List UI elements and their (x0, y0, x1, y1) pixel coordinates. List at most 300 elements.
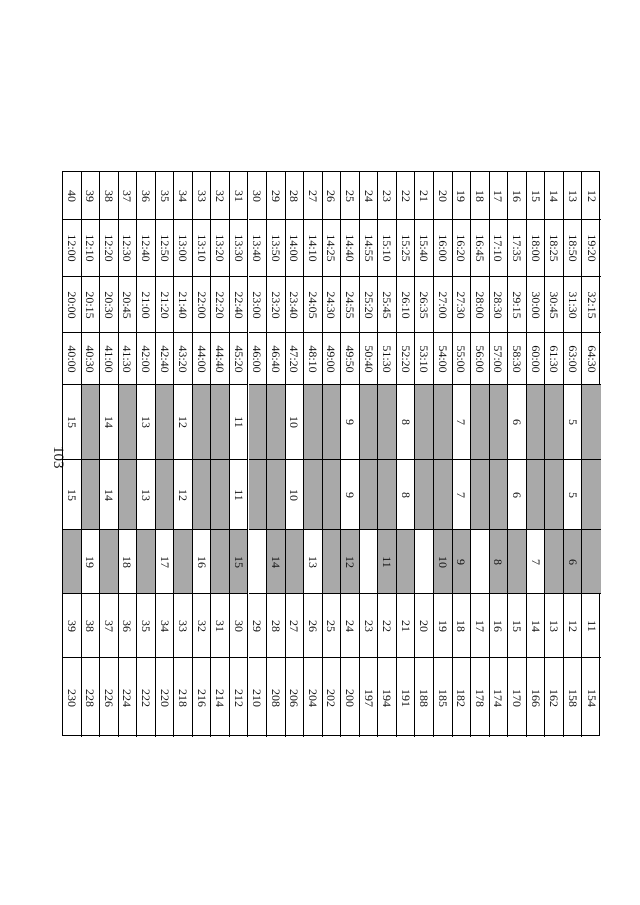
table-cell-c3 (211, 530, 229, 594)
cell-text: 11 (231, 416, 246, 428)
cell-text: 15:40 (417, 234, 432, 262)
table-cell-level (490, 172, 508, 220)
table-cell-c5 (323, 658, 341, 737)
cell-text: 15 (64, 488, 79, 501)
table-cell-c2 (508, 460, 526, 530)
cell-text: 25:20 (361, 290, 376, 319)
table-cell-c3 (82, 530, 100, 594)
table-cell-level (545, 172, 563, 220)
cell-text: 13 (547, 619, 562, 632)
table-cell-c1 (211, 385, 229, 460)
cell-text: 14:25 (324, 234, 339, 262)
cell-text: 20 (435, 189, 450, 202)
table-cell-t2 (156, 277, 174, 333)
table-cell-t2 (82, 277, 100, 333)
table-cell-c2 (174, 460, 192, 530)
cell-text: 44:40 (213, 344, 228, 373)
cell-text: 166 (528, 688, 543, 707)
table-cell-level (100, 172, 118, 220)
cell-text: 35 (157, 189, 172, 202)
table-cell-c1 (304, 385, 322, 460)
table-cell-c2 (527, 460, 545, 530)
table-cell-t1 (174, 220, 192, 277)
cell-text: 188 (417, 688, 432, 707)
table-row (508, 172, 527, 737)
table-cell-c1 (564, 385, 582, 460)
table-cell-t2 (453, 277, 471, 333)
table-cell-c5 (341, 658, 359, 737)
table-cell-level (249, 172, 267, 220)
table-cell-c2 (564, 460, 582, 530)
cell-text: 26:35 (417, 290, 432, 319)
cell-text: 21 (398, 619, 413, 632)
table-row (82, 172, 101, 737)
table-cell-c2 (193, 460, 211, 530)
cell-text: 17:35 (509, 234, 524, 262)
table-cell-c4 (508, 594, 526, 658)
table-cell-t3 (397, 333, 415, 385)
cell-text: 22:20 (213, 290, 228, 319)
table-cell-c5 (304, 658, 322, 737)
cell-text: 31 (231, 189, 246, 202)
cell-text: 226 (101, 688, 116, 707)
cell-text: 174 (491, 688, 506, 707)
table-cell-c5 (434, 658, 452, 737)
table-cell-c5 (100, 658, 118, 737)
table-cell-c3 (119, 530, 137, 594)
table-cell-t1 (137, 220, 155, 277)
cell-text: 224 (120, 688, 135, 707)
table-cell-level (174, 172, 192, 220)
table-cell-c1 (471, 385, 489, 460)
cell-text: 23 (380, 189, 395, 202)
table-cell-c5 (545, 658, 563, 737)
table-cell-c1 (323, 385, 341, 460)
table-cell-level (119, 172, 137, 220)
table-cell-c1 (137, 385, 155, 460)
cell-text: 212 (231, 688, 246, 707)
table-cell-c4 (323, 594, 341, 658)
table-cell-c3 (323, 530, 341, 594)
table-cell-t2 (174, 277, 192, 333)
cell-text: 12:10 (83, 234, 98, 262)
cell-text: 19 (454, 189, 469, 202)
table-cell-t3 (211, 333, 229, 385)
cell-text: 29:15 (509, 290, 524, 319)
cell-text: 26 (305, 619, 320, 632)
cell-text: 22:00 (194, 290, 209, 319)
table-cell-c2 (137, 460, 155, 530)
cell-text: 43:20 (176, 344, 191, 373)
table-cell-c3 (267, 530, 285, 594)
table-cell-c1 (360, 385, 378, 460)
table-cell-t2 (304, 277, 322, 333)
cell-text: 12 (343, 555, 358, 568)
cell-text: 21 (417, 189, 432, 202)
cell-text: 50:40 (361, 344, 376, 373)
table-cell-c5 (378, 658, 396, 737)
table-cell-t2 (434, 277, 452, 333)
table-cell-c1 (174, 385, 192, 460)
table-cell-c4 (230, 594, 248, 658)
table-cell-t3 (453, 333, 471, 385)
table-cell-c2 (286, 460, 304, 530)
cell-text: 13:30 (231, 234, 246, 262)
cell-text: 13 (138, 416, 153, 428)
table-cell-c1 (527, 385, 545, 460)
cell-text: 7 (454, 491, 469, 498)
cell-text: 31:30 (565, 290, 580, 319)
cell-text: 16:00 (435, 234, 450, 262)
cell-text: 20 (417, 619, 432, 632)
table-cell-t1 (304, 220, 322, 277)
cell-text: 21:40 (176, 290, 191, 319)
table-cell-t3 (582, 333, 601, 385)
table-cell-t3 (545, 333, 563, 385)
table-cell-c1 (156, 385, 174, 460)
cell-text: 13:40 (250, 234, 265, 262)
table-cell-t3 (378, 333, 396, 385)
cell-text: 230 (64, 688, 79, 707)
table-cell-c4 (193, 594, 211, 658)
cell-text: 12:40 (138, 234, 153, 262)
cell-text: 17 (157, 555, 172, 568)
table-cell-c1 (63, 385, 81, 460)
table-cell-t1 (249, 220, 267, 277)
table-cell-t1 (156, 220, 174, 277)
table-cell-t3 (304, 333, 322, 385)
cell-text: 22 (398, 189, 413, 202)
table-cell-c5 (360, 658, 378, 737)
table-cell-c5 (582, 658, 601, 737)
table-cell-t1 (119, 220, 137, 277)
cell-text: 54:00 (435, 344, 450, 373)
table-cell-c1 (267, 385, 285, 460)
cell-text: 10 (435, 555, 450, 568)
cell-text: 14 (101, 416, 116, 428)
table-cell-c2 (545, 460, 563, 530)
table-cell-level (267, 172, 285, 220)
table-row (156, 172, 175, 737)
cell-text: 5 (565, 491, 580, 498)
table-cell-level (137, 172, 155, 220)
table-cell-c4 (415, 594, 433, 658)
cell-text: 12:00 (64, 234, 79, 262)
cell-text: 34 (157, 619, 172, 632)
cell-text: 23:40 (287, 290, 302, 319)
table-cell-t1 (286, 220, 304, 277)
cell-text: 23:20 (268, 290, 283, 319)
table-cell-c2 (211, 460, 229, 530)
table-cell-t2 (63, 277, 81, 333)
cell-text: 20:45 (120, 290, 135, 319)
table-cell-t2 (471, 277, 489, 333)
cell-text: 218 (176, 688, 191, 707)
table-cell-t2 (341, 277, 359, 333)
table-cell-t1 (378, 220, 396, 277)
table-cell-c2 (434, 460, 452, 530)
table-cell-level (341, 172, 359, 220)
cell-text: 53:10 (417, 344, 432, 373)
table-cell-c4 (100, 594, 118, 658)
cell-text: 40:30 (83, 344, 98, 373)
cell-text: 18:50 (565, 234, 580, 262)
table-cell-c2 (304, 460, 322, 530)
cell-text: 22:40 (231, 290, 246, 319)
cell-text: 42:00 (138, 344, 153, 373)
table-cell-c5 (137, 658, 155, 737)
table-cell-t3 (100, 333, 118, 385)
table-cell-c4 (564, 594, 582, 658)
table-cell-c2 (156, 460, 174, 530)
table-cell-c4 (304, 594, 322, 658)
cell-text: 214 (213, 688, 228, 707)
table-cell-c1 (490, 385, 508, 460)
table-cell-c2 (119, 460, 137, 530)
table-cell-c4 (82, 594, 100, 658)
cell-text: 49:50 (343, 344, 358, 373)
cell-text: 204 (305, 688, 320, 707)
table-cell-c1 (397, 385, 415, 460)
table-cell-c3 (156, 530, 174, 594)
table-cell-t1 (415, 220, 433, 277)
cell-text: 33 (176, 619, 191, 632)
table-cell-t3 (490, 333, 508, 385)
table-cell-c3 (415, 530, 433, 594)
table-cell-c3 (174, 530, 192, 594)
cell-text: 27:30 (454, 290, 469, 319)
table-cell-t1 (323, 220, 341, 277)
cell-text: 178 (472, 688, 487, 707)
cell-text: 48:10 (305, 344, 320, 373)
table-cell-t3 (415, 333, 433, 385)
cell-text: 18 (120, 555, 135, 568)
table-cell-c5 (211, 658, 229, 737)
table-cell-t3 (508, 333, 526, 385)
cell-text: 7 (454, 419, 469, 425)
table-cell-c1 (434, 385, 452, 460)
table-cell-level (453, 172, 471, 220)
table-cell-c2 (378, 460, 396, 530)
cell-text: 14:00 (287, 234, 302, 262)
cell-text: 16 (491, 619, 506, 632)
cell-text: 32:15 (584, 290, 599, 319)
table-cell-c5 (471, 658, 489, 737)
cell-text: 24 (361, 189, 376, 202)
table-cell-c2 (397, 460, 415, 530)
table-cell-c4 (286, 594, 304, 658)
table-cell-c3 (63, 530, 81, 594)
table-cell-level (286, 172, 304, 220)
table-cell-level (156, 172, 174, 220)
table-cell-c3 (230, 530, 248, 594)
cell-text: 25 (324, 619, 339, 632)
table-cell-c5 (156, 658, 174, 737)
table-cell-level (564, 172, 582, 220)
cell-text: 20:00 (64, 290, 79, 319)
table-cell-level (527, 172, 545, 220)
cell-text: 11 (584, 619, 599, 632)
cell-text: 46:40 (268, 344, 283, 373)
table-cell-c3 (564, 530, 582, 594)
cell-text: 16 (194, 555, 209, 568)
table-cell-t2 (193, 277, 211, 333)
cell-text: 26:10 (398, 290, 413, 319)
cell-text: 13 (305, 555, 320, 568)
table-row (397, 172, 416, 737)
table-cell-c3 (582, 530, 601, 594)
table-cell-t2 (323, 277, 341, 333)
table-cell-c5 (63, 658, 81, 737)
table-cell-c4 (119, 594, 137, 658)
table-row (323, 172, 342, 737)
cell-text: 23 (361, 619, 376, 632)
cell-text: 197 (361, 688, 376, 707)
table-row (174, 172, 193, 737)
cell-text: 13:50 (268, 234, 283, 262)
table-cell-t2 (415, 277, 433, 333)
table-row (137, 172, 156, 737)
cell-text: 14:10 (305, 234, 320, 262)
cell-text: 19 (435, 619, 450, 632)
table-cell-c2 (100, 460, 118, 530)
table-cell-c4 (397, 594, 415, 658)
cell-text: 15 (231, 555, 246, 568)
cell-text: 7 (528, 558, 543, 565)
table-row (230, 172, 249, 737)
cell-text: 191 (398, 688, 413, 707)
cell-text: 11 (380, 555, 395, 568)
cell-text: 9 (343, 491, 358, 498)
cell-text: 18:25 (547, 234, 562, 262)
table-cell-t2 (490, 277, 508, 333)
table-cell-t2 (137, 277, 155, 333)
table-cell-t2 (527, 277, 545, 333)
table-cell-t2 (508, 277, 526, 333)
table-cell-c1 (341, 385, 359, 460)
cell-text: 15 (509, 619, 524, 632)
table-cell-t3 (174, 333, 192, 385)
table-cell-c3 (137, 530, 155, 594)
table-cell-c5 (453, 658, 471, 737)
cell-text: 46:00 (250, 344, 265, 373)
cell-text: 17:10 (491, 234, 506, 262)
table-cell-t2 (211, 277, 229, 333)
cell-text: 31 (213, 619, 228, 632)
table-cell-c4 (249, 594, 267, 658)
cell-text: 29 (250, 619, 265, 632)
cell-text: 15 (528, 189, 543, 202)
cell-text: 22 (380, 619, 395, 632)
cell-text: 37 (101, 619, 116, 632)
cell-text: 28:30 (491, 290, 506, 319)
table-row (193, 172, 212, 737)
table-cell-level (360, 172, 378, 220)
cell-text: 16 (509, 189, 524, 202)
table-cell-t3 (341, 333, 359, 385)
cell-text: 14 (101, 488, 116, 501)
table-cell-c4 (434, 594, 452, 658)
table-cell-c2 (249, 460, 267, 530)
cell-text: 12 (584, 189, 599, 202)
cell-text: 170 (509, 688, 524, 707)
cell-text: 210 (250, 688, 265, 707)
table-cell-t2 (378, 277, 396, 333)
cell-text: 208 (268, 688, 283, 707)
table-row (100, 172, 119, 737)
table-cell-c4 (360, 594, 378, 658)
cell-text: 19 (83, 555, 98, 568)
table-cell-c5 (230, 658, 248, 737)
table-cell-t2 (564, 277, 582, 333)
cell-text: 41:00 (101, 344, 116, 373)
table-cell-c2 (415, 460, 433, 530)
table-cell-c4 (471, 594, 489, 658)
table-cell-t1 (267, 220, 285, 277)
cell-text: 23:00 (250, 290, 265, 319)
table-cell-t1 (341, 220, 359, 277)
cell-text: 24:30 (324, 290, 339, 319)
cell-text: 13:00 (176, 234, 191, 262)
table-cell-c4 (63, 594, 81, 658)
table-cell-t2 (230, 277, 248, 333)
cell-text: 194 (380, 688, 395, 707)
cell-text: 24:05 (305, 290, 320, 319)
table-cell-c3 (490, 530, 508, 594)
table-cell-t1 (63, 220, 81, 277)
table-row (304, 172, 323, 737)
cell-text: 39 (64, 619, 79, 632)
cell-text: 51:30 (380, 344, 395, 373)
cell-text: 33 (194, 189, 209, 202)
table-cell-t3 (360, 333, 378, 385)
cell-text: 18 (472, 189, 487, 202)
table-cell-c1 (249, 385, 267, 460)
table-cell-c2 (82, 460, 100, 530)
cell-text: 38 (101, 189, 116, 202)
cell-text: 32 (213, 189, 228, 202)
table-cell-c3 (341, 530, 359, 594)
table-cell-c5 (415, 658, 433, 737)
table-cell-t2 (286, 277, 304, 333)
table-cell-c5 (397, 658, 415, 737)
table-cell-t3 (249, 333, 267, 385)
cell-text: 47:20 (287, 344, 302, 373)
table-cell-t3 (286, 333, 304, 385)
table-cell-c5 (82, 658, 100, 737)
table-cell-level (434, 172, 452, 220)
cell-text: 8 (398, 491, 413, 498)
table-cell-t2 (119, 277, 137, 333)
cell-text: 12 (565, 619, 580, 632)
table-cell-c5 (490, 658, 508, 737)
table-cell-c3 (545, 530, 563, 594)
table-cell-c2 (341, 460, 359, 530)
table-cell-c3 (453, 530, 471, 594)
table-cell-c5 (286, 658, 304, 737)
cell-text: 60:00 (528, 344, 543, 373)
table-cell-c2 (490, 460, 508, 530)
table-cell-c3 (100, 530, 118, 594)
table-row (415, 172, 434, 737)
cell-text: 9 (454, 558, 469, 565)
table-cell-level (397, 172, 415, 220)
table-cell-c2 (582, 460, 601, 530)
cell-text: 40 (64, 189, 79, 202)
cell-text: 15:10 (380, 234, 395, 262)
table-cell-t1 (434, 220, 452, 277)
cell-text: 12:50 (157, 234, 172, 262)
